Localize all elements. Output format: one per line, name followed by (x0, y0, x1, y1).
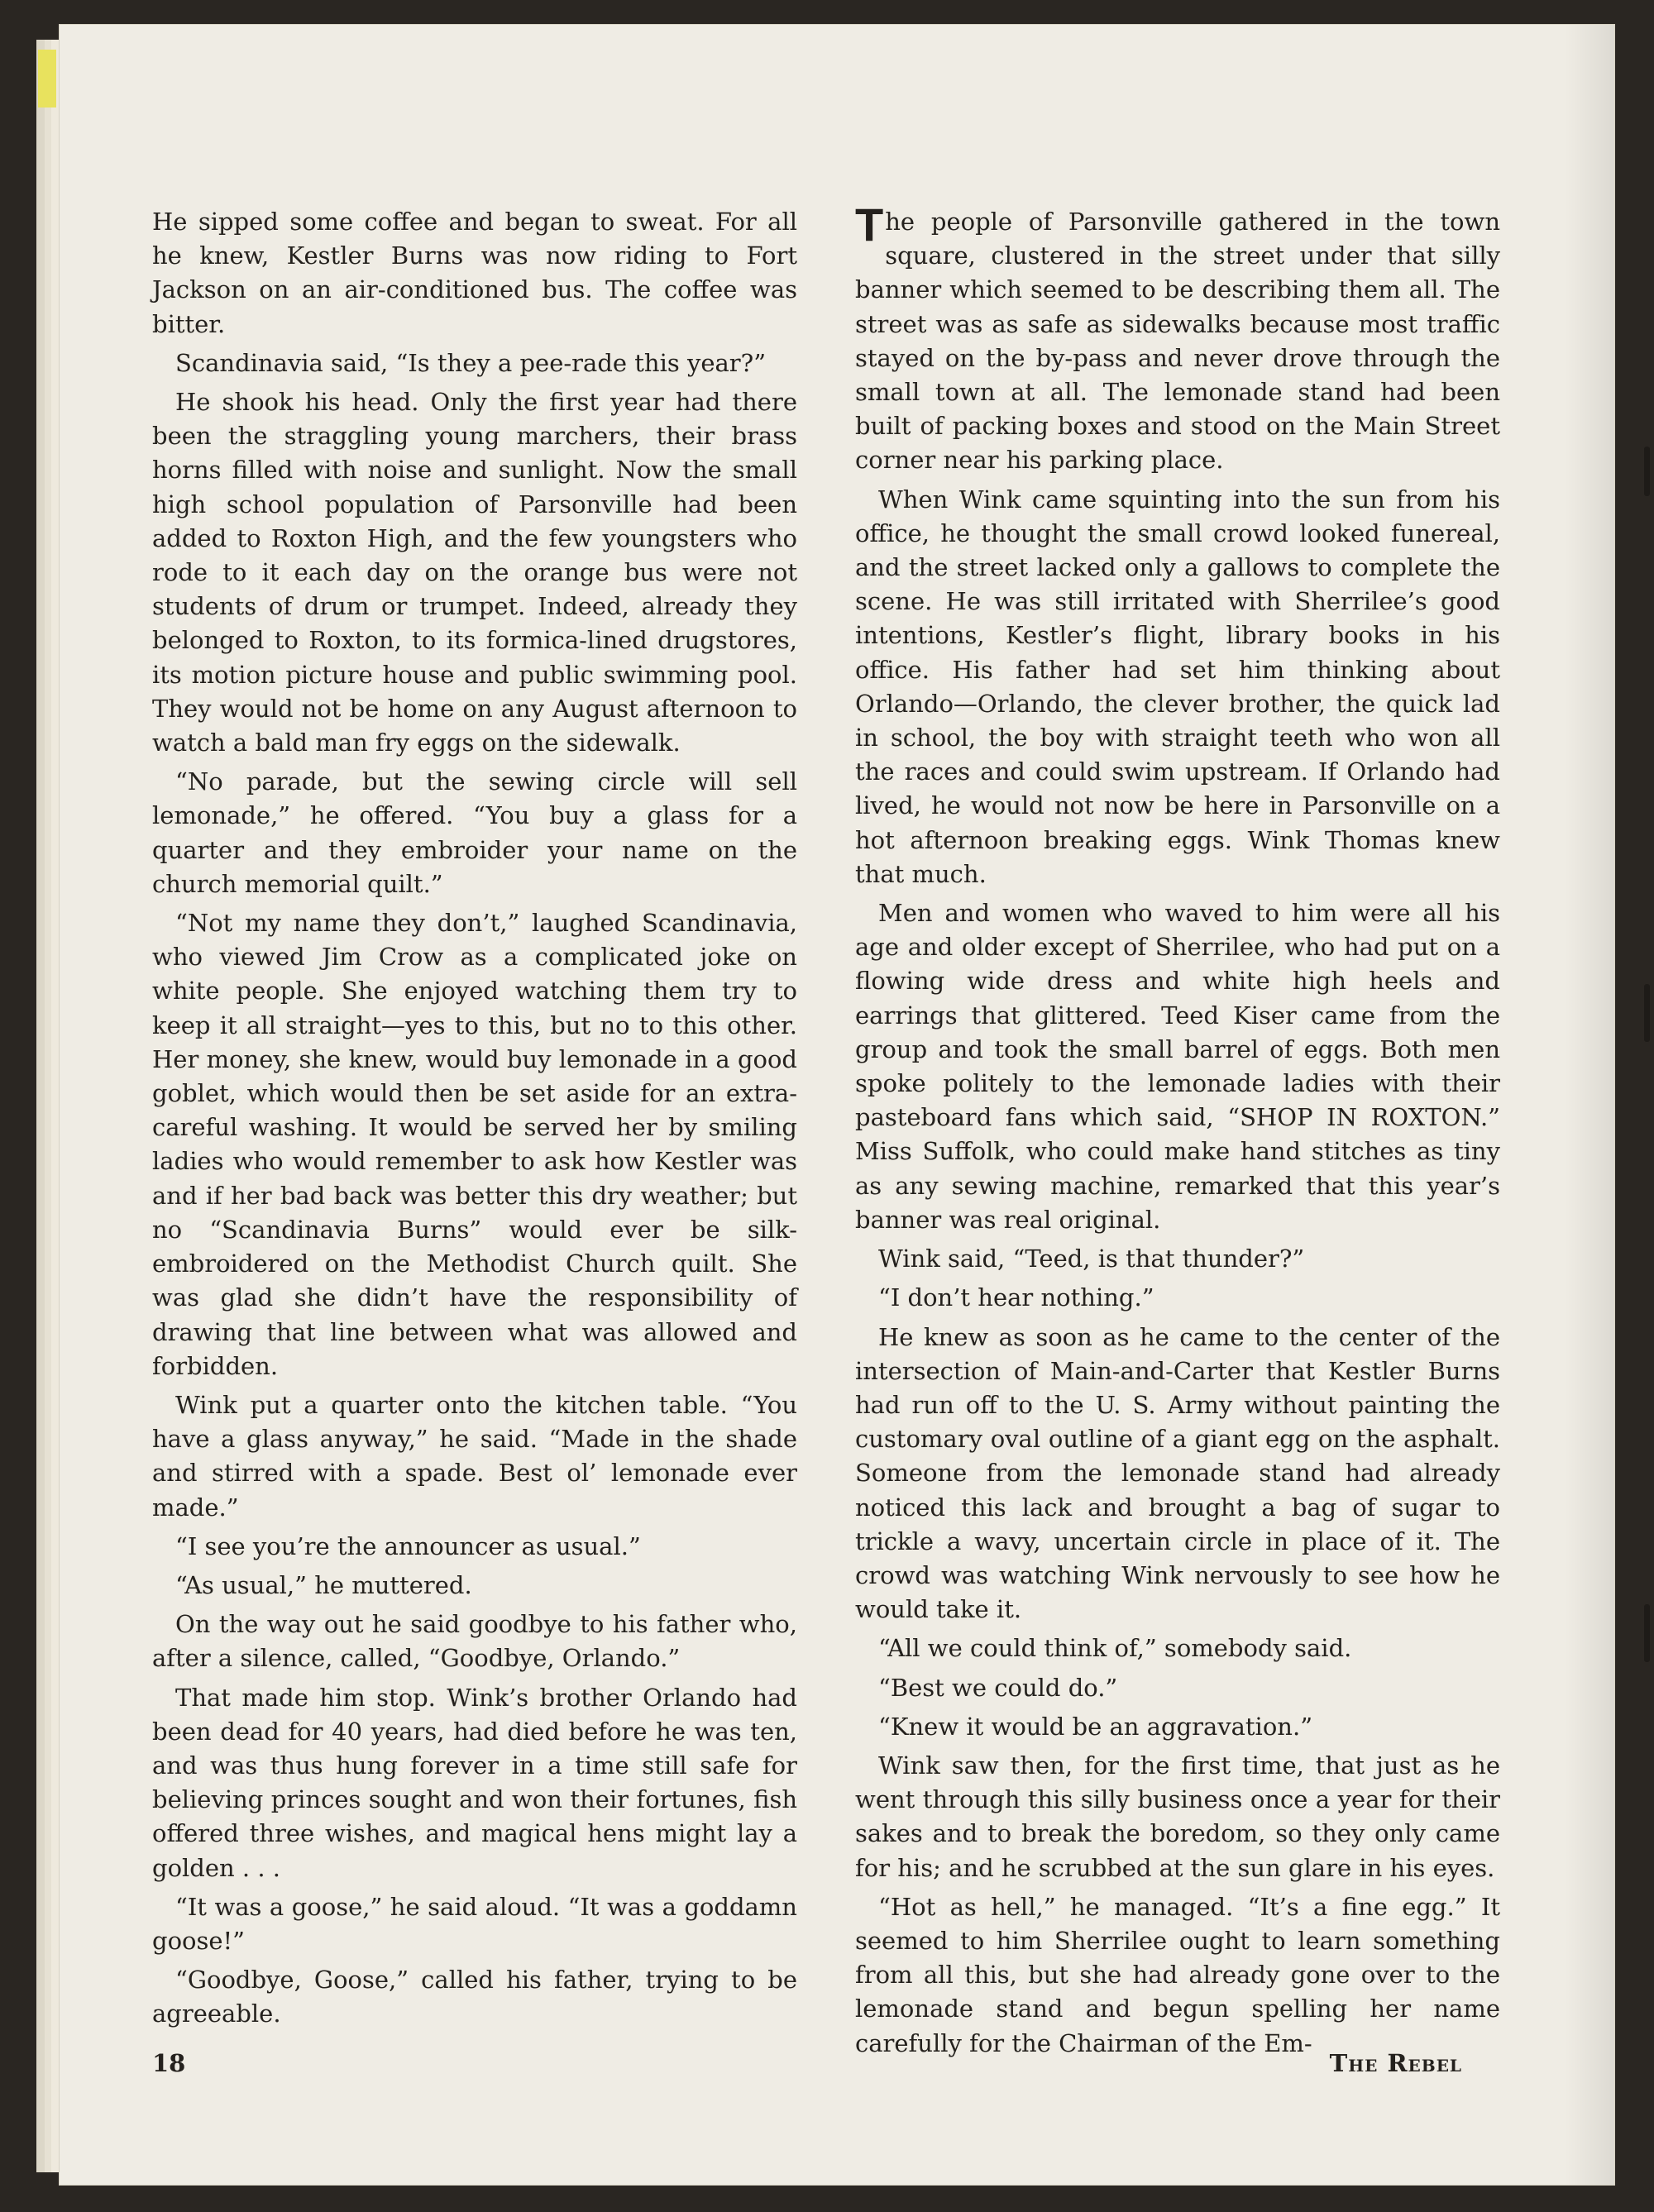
page-number: 18 (152, 2049, 186, 2077)
drop-cap: T (855, 198, 884, 251)
paragraph: Wink saw then, for the first time, that just as he went through this silly business once a year for their sakes and to break the boredom, so they only came for his; and he scrubbed at the sun glare in his eyes. (855, 1751, 1500, 1882)
paragraph: That made him stop. Wink’s brother Orlando had been dead for 40 years, had died before he was ten, and was thus hung forever in a time still safe for believing princes sought and won their fortunes, fish offered three wishes, and magical hens might lay a golden . . . (152, 1683, 797, 1882)
opening-paragraph-text: he people of Parsonville gathered in the town square, clustered in the street under that silly banner which seemed to be describing them all. The street was as safe as sidewalks because most traffic stayed on the by-pass and never drove through the small town at all. The lemonade stand had been built of packing boxes and stood on the Main Street corner near his parking place. (855, 208, 1500, 475)
paragraph: “Goodbye, Goose,” called his father, trying to be agreeable. (152, 1966, 797, 2028)
left-column (152, 205, 797, 2037)
paragraph: When Wink came squinting into the sun from his office, he thought the small crowd looked funereal, and the street lacked only a gallows to complete the scene. He was still irritated with Sherrilee’s good intentions, Kestler’s flight, library books in his office. His father had set him thinking about Orlando—Orlando, the clever brother, the quick lad in school, the boy with straight teeth who won all the races and could swim upstream. If Orlando had lived, he would not now be here in Parsonville on a hot afternoon breaking eggs. Wink Thomas knew that much. (855, 485, 1500, 888)
paragraph: “No parade, but the sewing circle will sell lemonade,” he offered. “You buy a glass for a quarter and they embroider your name on the church memorial quilt.” (152, 767, 797, 898)
paragraph: “All we could think of,” somebody said. (878, 1634, 1352, 1663)
paragraph: He knew as soon as he came to the center of the intersection of Main-and-Carter that Kestler Burns had run off to the U. S. Army without painting the customary oval outline of a giant egg on the asphalt. Someone from the lemonade stand had already noticed this lack and brought a bag of sugar to trickle a wavy, uncertain circle in place of it. The crowd was watching Wink nervously to see how he would take it. (855, 1322, 1500, 1624)
paragraph: “Not my name they don’t,” laughed Scandinavia, who viewed Jim Crow as a complicated joke on white people. She enjoyed watching them try to keep it all straight—yes to this, but no to this other. Her money, she knew, would buy lemonade in a good goblet, which would then be set aside for an extra-careful washing. It would be served her by smiling ladies who would remember to ask how Kestler was and if her bad back was better this dry weather; but no “Scandinavia Burns” would ever be silk-embroidered on the Methodist Church quilt. She was glad she didn’t have the responsibility of drawing that line between what was allowed and forbidden. (152, 909, 797, 1380)
margin-scan-mark (1644, 1604, 1650, 1662)
paragraph: “It was a goose,” he said aloud. “It was a goddamn goose!” (152, 1892, 797, 1955)
paragraph: “Knew it would be an aggravation.” (878, 1712, 1313, 1741)
right-column (855, 198, 1500, 2066)
margin-scan-mark (1644, 984, 1650, 1042)
paragraph: “I see you’re the announcer as usual.” (175, 1531, 641, 1560)
paragraph: Wink said, “Teed, is that thunder?” (878, 1245, 1305, 1273)
paragraph: On the way out he said goodbye to his father who, after a silence, called, “Goodbye, Orlando.” (152, 1610, 797, 1673)
paragraph: “Hot as hell,” he managed. “It’s a fine egg.” It seemed to him Sherrilee ought to learn something from all this, but she had already gone over to the lemonade stand and begun spelling her name carefully for the Chairman of the Em- (855, 1892, 1500, 2057)
yellow-tab-marker (38, 50, 56, 107)
magazine-page (60, 25, 1614, 2185)
paragraph: Scandinavia said, “Is they a pee-rade this year?” (175, 348, 767, 377)
margin-scan-mark (1644, 447, 1650, 496)
opening-paragraph (855, 198, 1500, 478)
paragraph: Men and women who waved to him were all his age and older except of Sherrilee, who had put on a flowing wide dress and white high heels and earrings that glittered. Teed Kiser came from the group and took the small barrel of eggs. Both men spoke politely to the lemonade ladies with their pasteboard fans which said, “SHOP IN ROXTON.” Miss Suffolk, who could make hand stitches as tiny as any sewing machine, remarked that this year’s banner was real original. (855, 899, 1500, 1234)
paragraph: “I don’t hear nothing.” (878, 1283, 1154, 1312)
paragraph: Wink put a quarter onto the kitchen table. “You have a glass anyway,” he said. “Made in the shade and stirred with a spade. Best ol’ lemonade ever made.” (152, 1390, 797, 1522)
paragraph: “Best we could do.” (878, 1673, 1118, 1702)
page-shadow (1565, 25, 1614, 2185)
paragraph: “As usual,” he muttered. (175, 1570, 472, 1599)
paragraph: He sipped some coffee and began to sweat. For all he knew, Kestler Burns was now riding to Fort Jackson on an air-conditioned bus. The coffee was bitter. (152, 208, 797, 338)
running-title: The Rebel (1329, 2049, 1462, 2077)
paragraph: He shook his head. Only the first year had there been the straggling young marchers, their brass horns filled with noise and sunlight. Now the small high school population of Parsonville had been added to Roxton High, and the few youngsters who rode to it each day on the orange bus were not students of drum or trumpet. Indeed, already they belonged to Roxton, to its formica-lined drugstores, its motion picture house and public swimming pool. They would not be home on any August afternoon to watch a bald man fry eggs on the sidewalk. (152, 388, 797, 757)
